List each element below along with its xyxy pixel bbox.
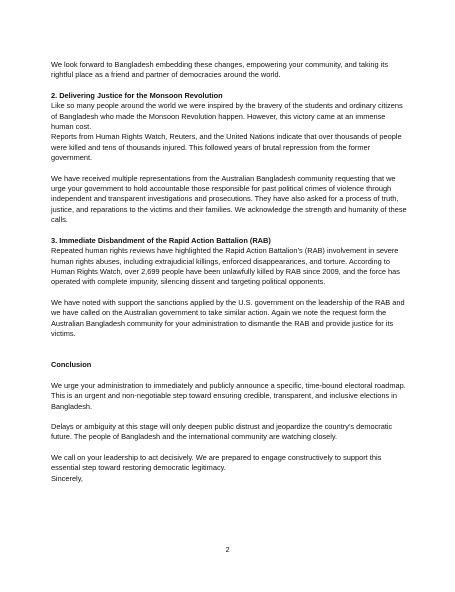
section-2-paragraph-2: Reports from Human Rights Watch, Reuters, and the United Nations indicate that over thousands of people were killed and tens of thousands injured. This followed years of brutal repression from the former government. (51, 132, 402, 163)
spacer (51, 288, 409, 298)
spacer (51, 443, 409, 453)
section-3-heading: 3. Immediate Disbandment of the Rapid Action Battalion (RAB) (51, 235, 271, 245)
section-2-paragraph-3: We have received multiple representations from the Australian Bangladesh community requesting that we urge your government to hold accountable those responsible for past political crimes of violence through independent and transparent investigations and prosecutions. They have also asked for a process of truth, justice, and reparations to the victims and their families. We acknowledge the strength and humanity of these calls. (51, 173, 407, 225)
conclusion-paragraph-3: We call on your leadership to act decisively. We are prepared to engage constructively to support this essential step toward restoring democratic legitimacy. (51, 452, 382, 473)
conclusion-paragraph-1: We urge your administration to immediately and publicly announce a specific, time-bound electoral roadmap. This is an urgent and non-negotiable step toward ensuring credible, transparent, and inclusive elections in Bangladesh. (51, 380, 406, 411)
closing-signoff: Sincerely, (51, 473, 83, 483)
spacer (51, 81, 409, 91)
section-2-paragraph-1: Like so many people around the world we were inspired by the bravery of the students and ordinary citizens of Bangladesh who made the Monsoon Revolution happen. However, this victory came at an immense human cost. (51, 101, 403, 132)
section-3-paragraph-2: We have noted with support the sanctions applied by the U.S. government on the leadership of the RAB and we have called on the Australian government to take similar action. Again we note the request form the Australian Bangladesh community for your administration to dismantle the RAB and provide justice for its victims. (51, 297, 405, 338)
intro-paragraph: We look forward to Bangladesh embedding these changes, empowering your community, and taking its rightful place as a friend and partner of democracies around the world. (51, 60, 389, 80)
conclusion-heading: Conclusion (51, 360, 92, 370)
conclusion-paragraph-2: Delays or ambiguity at this stage will only deepen public distrust and jeopardize the country’s democratic future. The people of Bangladesh and the international community are watching closely. (51, 421, 393, 442)
spacer (51, 164, 409, 174)
section-3-paragraph-1: Repeated human rights reviews have highlighted the Rapid Action Battalion’s (RAB) involvement in severe human rights abuses, including extrajudicial killings, enforced disappearances, and torture. According to Human Rights Watch, over 2,699 people have been unlawfully killed by RAB since 2009, and the force has operated with complete impunity, silencing dissent and targeting political opponents. (51, 246, 400, 287)
page-content (51, 60, 409, 484)
spacer (51, 339, 409, 360)
spacer (51, 226, 409, 236)
page-number: 2 (225, 545, 230, 554)
spacer (51, 371, 409, 381)
section-2-heading: 2. Delivering Justice for the Monsoon Revolution (51, 90, 223, 100)
spacer (51, 412, 409, 422)
